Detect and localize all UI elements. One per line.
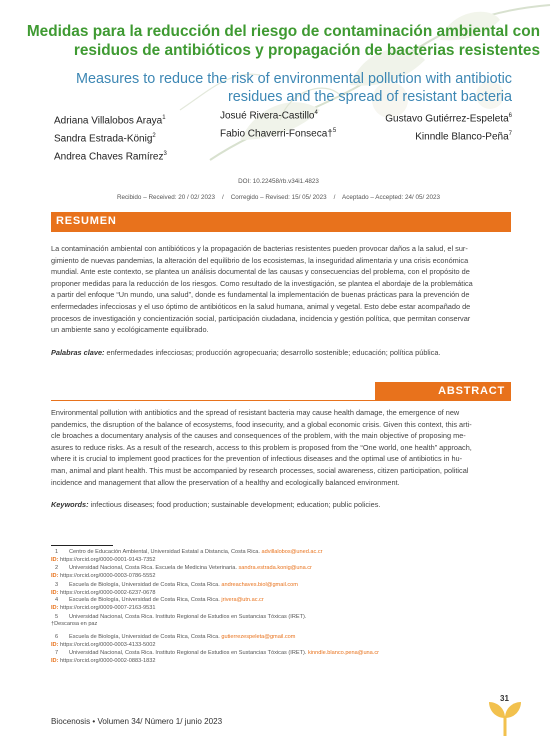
divider	[51, 400, 511, 401]
orcid-2: ID: https://orcid.org/0000-0003-0786-5552	[51, 573, 156, 580]
doi: DOI: 10.22458/rb.v34i1.4823	[238, 178, 319, 185]
orcid-1: ID: https://orcid.org/0000-0001-9143-7352	[51, 556, 156, 563]
keywords-label: Keywords:	[51, 500, 89, 509]
resumen-line: mundial. Ante este contexto, se plantea un análisis documental de las causas y consecuencias del problema, con el propósito de	[51, 267, 470, 277]
footnote-rule	[51, 545, 113, 546]
orcid-link[interactable]: https://orcid.org/0000-0002-0883-1832	[58, 658, 156, 665]
email-link[interactable]: advillalobos@uned.ac.cr	[261, 549, 323, 555]
abstract-line: asures to reduce risks. As a result of the research, access to this problem is proposed from the “One world, one health” approach,	[51, 442, 472, 452]
title-en-line2: residues and the spread of resistant bacteria	[228, 89, 512, 105]
abstract-line: man, animal and plant health. This must be accompanied by research processes, social awareness, citizen participation, political	[51, 465, 469, 475]
resumen-body	[51, 243, 513, 336]
orcid-3: ID: https://orcid.org/0000-0002-6237-0678	[51, 589, 156, 596]
resumen-header	[51, 212, 511, 231]
author-column-3	[376, 109, 512, 145]
title-en-line1: Measures to reduce the risk of environmental pollution with antibiotic	[76, 71, 512, 87]
abstract-heading: ABSTRACT	[438, 385, 505, 397]
author-4: Josué Rivera-Castillo$^4$	[220, 110, 318, 122]
abstract-body	[51, 407, 513, 488]
keywords-label: Palabras clave:	[51, 348, 105, 357]
resumen-heading: RESUMEN	[56, 215, 117, 227]
title-english	[20, 70, 512, 106]
submission-dates: Recibido – Received: 20 / 02/ 2023 / Corregido – Revised: 15/ 05/ 2023 / Aceptado – Accepted: 24/ 05/ 2023	[116, 194, 441, 201]
orcid-link[interactable]: https://orcid.org/0000-0003-4133-5002	[58, 641, 156, 648]
abstract-keywords	[51, 499, 513, 511]
sprout-icon	[485, 700, 525, 736]
resumen-line: La contaminación ambiental con antibióticos y la propagación de bacterias resistentes pueden provocar daños a la salud, el sur-	[51, 244, 468, 253]
resumen-line: un ambiente sano y ecológicamente equilibrado.	[51, 325, 209, 335]
resumen-keywords	[51, 347, 513, 359]
journal-footer: Biocenosis • Volumen 34/ Número 1/ junio 2023	[51, 717, 223, 726]
footnotes	[51, 549, 521, 666]
footnote-1: 1 Centro de Educación Ambiental, Universidad Estatal a Distancia, Costa Rica. advillalobos@uned.ac.cr	[55, 549, 323, 555]
title-spanish	[20, 22, 540, 60]
abstract-line: incidence and management that allow the preservation of a healthy and ecologically balanced environment.	[51, 477, 400, 487]
footnote-5-note: †Descansa en paz	[51, 621, 98, 628]
abstract-line: where it is crucial to implement good practices for the prevention of infectious diseases and the optimal use of antibiotics in hu-	[51, 454, 463, 464]
email-link[interactable]: gutierrezespeleta@gmail.com	[221, 634, 296, 641]
resumen-line: enfermedades infecciosas y el uso óptimo de antibióticos en la salud humana, animal y vegetal. Esto debe estar acompañado de	[51, 301, 471, 311]
keywords-text: enfermedades infecciosas; producción agropecuaria; desarrollo sostenible; educación; política pública.	[104, 348, 441, 357]
orcid-4: ID: https://orcid.org/0009-0007-2163-9531	[51, 604, 156, 611]
author-6: Gustavo Gutiérrez-Espeleta$^6$	[385, 113, 512, 125]
author-column-1	[54, 111, 167, 164]
resumen-line: proponer medidas para la reducción de los riesgos. Como resultado de la investigación, se plantea el abordaje de la problemática	[51, 278, 473, 288]
abstract-line: pandemics, the disruption of the balance of ecosystems, food insecurity, and a global economic crisis. Given this context, this arti-	[51, 419, 472, 429]
author-5: Fabio Chaverri-Fonseca†$^5$	[220, 127, 337, 140]
footnote-4: 4 Escuela de Biología, Universidad de Costa Rica, Costa Rica. jrivera@utn.ac.cr	[55, 597, 264, 604]
email-link[interactable]: kinndle.blanco.pena@una.cr	[308, 650, 379, 657]
footnote-6: 6 Escuela de Biología, Universidad de Costa Rica, Costa Rica. gutierrezespeleta@gmail.com	[55, 634, 296, 641]
page-number: 31	[500, 694, 509, 703]
author-2: Sandra Estrada-König$^2$	[54, 132, 156, 145]
abstract-line: cle broaches a documentary analysis of the causes and consequences of the problem, with the main objective of proposing me-	[51, 431, 466, 441]
abstract-line: Environmental pollution with antibiotics and the spread of resistant bacteria may cause health damage, the emergence of new	[51, 408, 460, 417]
author-column-2	[220, 106, 336, 142]
orcid-link[interactable]: https://orcid.org/0000-0002-6237-0678	[58, 589, 156, 596]
title-es-line1: Medidas para la reducción del riesgo de contaminación ambiental con	[26, 23, 540, 40]
email-link[interactable]: sandra.estrada.konig@una.cr	[238, 565, 312, 572]
resumen-line: gimiento de nuevas pandemias, la alteración del equilibrio de los ecosistemas, la inseguridad alimentaria y una crisis económica	[51, 255, 469, 265]
title-es-line2: residuos de antibióticos y propagación de bacterias resistentes	[73, 42, 540, 59]
footnote-5: 5 Universidad Nacional, Costa Rica. Instituto Regional de Estudios en Sustancias Tóxicas (IRET).	[55, 613, 307, 620]
orcid-link[interactable]: https://orcid.org/0009-0007-2163-9531	[58, 604, 156, 611]
email-link[interactable]: jrivera@utn.ac.cr	[221, 597, 264, 604]
divider	[51, 231, 511, 232]
abstract-header	[375, 382, 511, 401]
author-1: Adriana Villalobos Araya$^1$	[54, 115, 166, 127]
author-7: Kinndle Blanco-Peña$^7$	[415, 130, 512, 143]
keywords-text: infectious diseases; food production; sustainable development; education; public policies.	[88, 500, 381, 509]
orcid-7: ID: https://orcid.org/0000-0002-0883-1832	[51, 658, 156, 665]
orcid-6: ID: https://orcid.org/0000-0003-4133-5002	[51, 641, 156, 648]
email-link[interactable]: andreachaves.biol@gmail.com	[221, 581, 298, 588]
orcid-link[interactable]: https://orcid.org/0000-0001-9143-7352	[58, 556, 156, 563]
author-3: Andrea Chaves Ramírez$^3$	[54, 150, 167, 162]
footnote-3: 3 Escuela de Biología, Universidad de Costa Rica, Costa Rica. andreachaves.biol@gmail.com	[55, 581, 298, 588]
orcid-link[interactable]: https://orcid.org/0000-0003-0786-5552	[58, 573, 156, 580]
resumen-line: procesos de investigación y concientización social, participación ciudadana, incidencia y gestión política, que permitan conservar	[51, 313, 471, 323]
resumen-line: a partir del enfoque “Un mundo, una salud”, donde es fundamental la implementación de buenas prácticas para la prevención de	[51, 290, 470, 300]
footnote-2: 2 Universidad Nacional, Costa Rica. Escuela de Medicina Veterinaria. sandra.estrada.konig@una.cr	[55, 565, 312, 572]
footnote-7: 7 Universidad Nacional, Costa Rica. Instituto Regional de Estudios en Sustancias Tóxicas (IRET). kinndle.blanco.pena@una.cr	[55, 650, 379, 657]
